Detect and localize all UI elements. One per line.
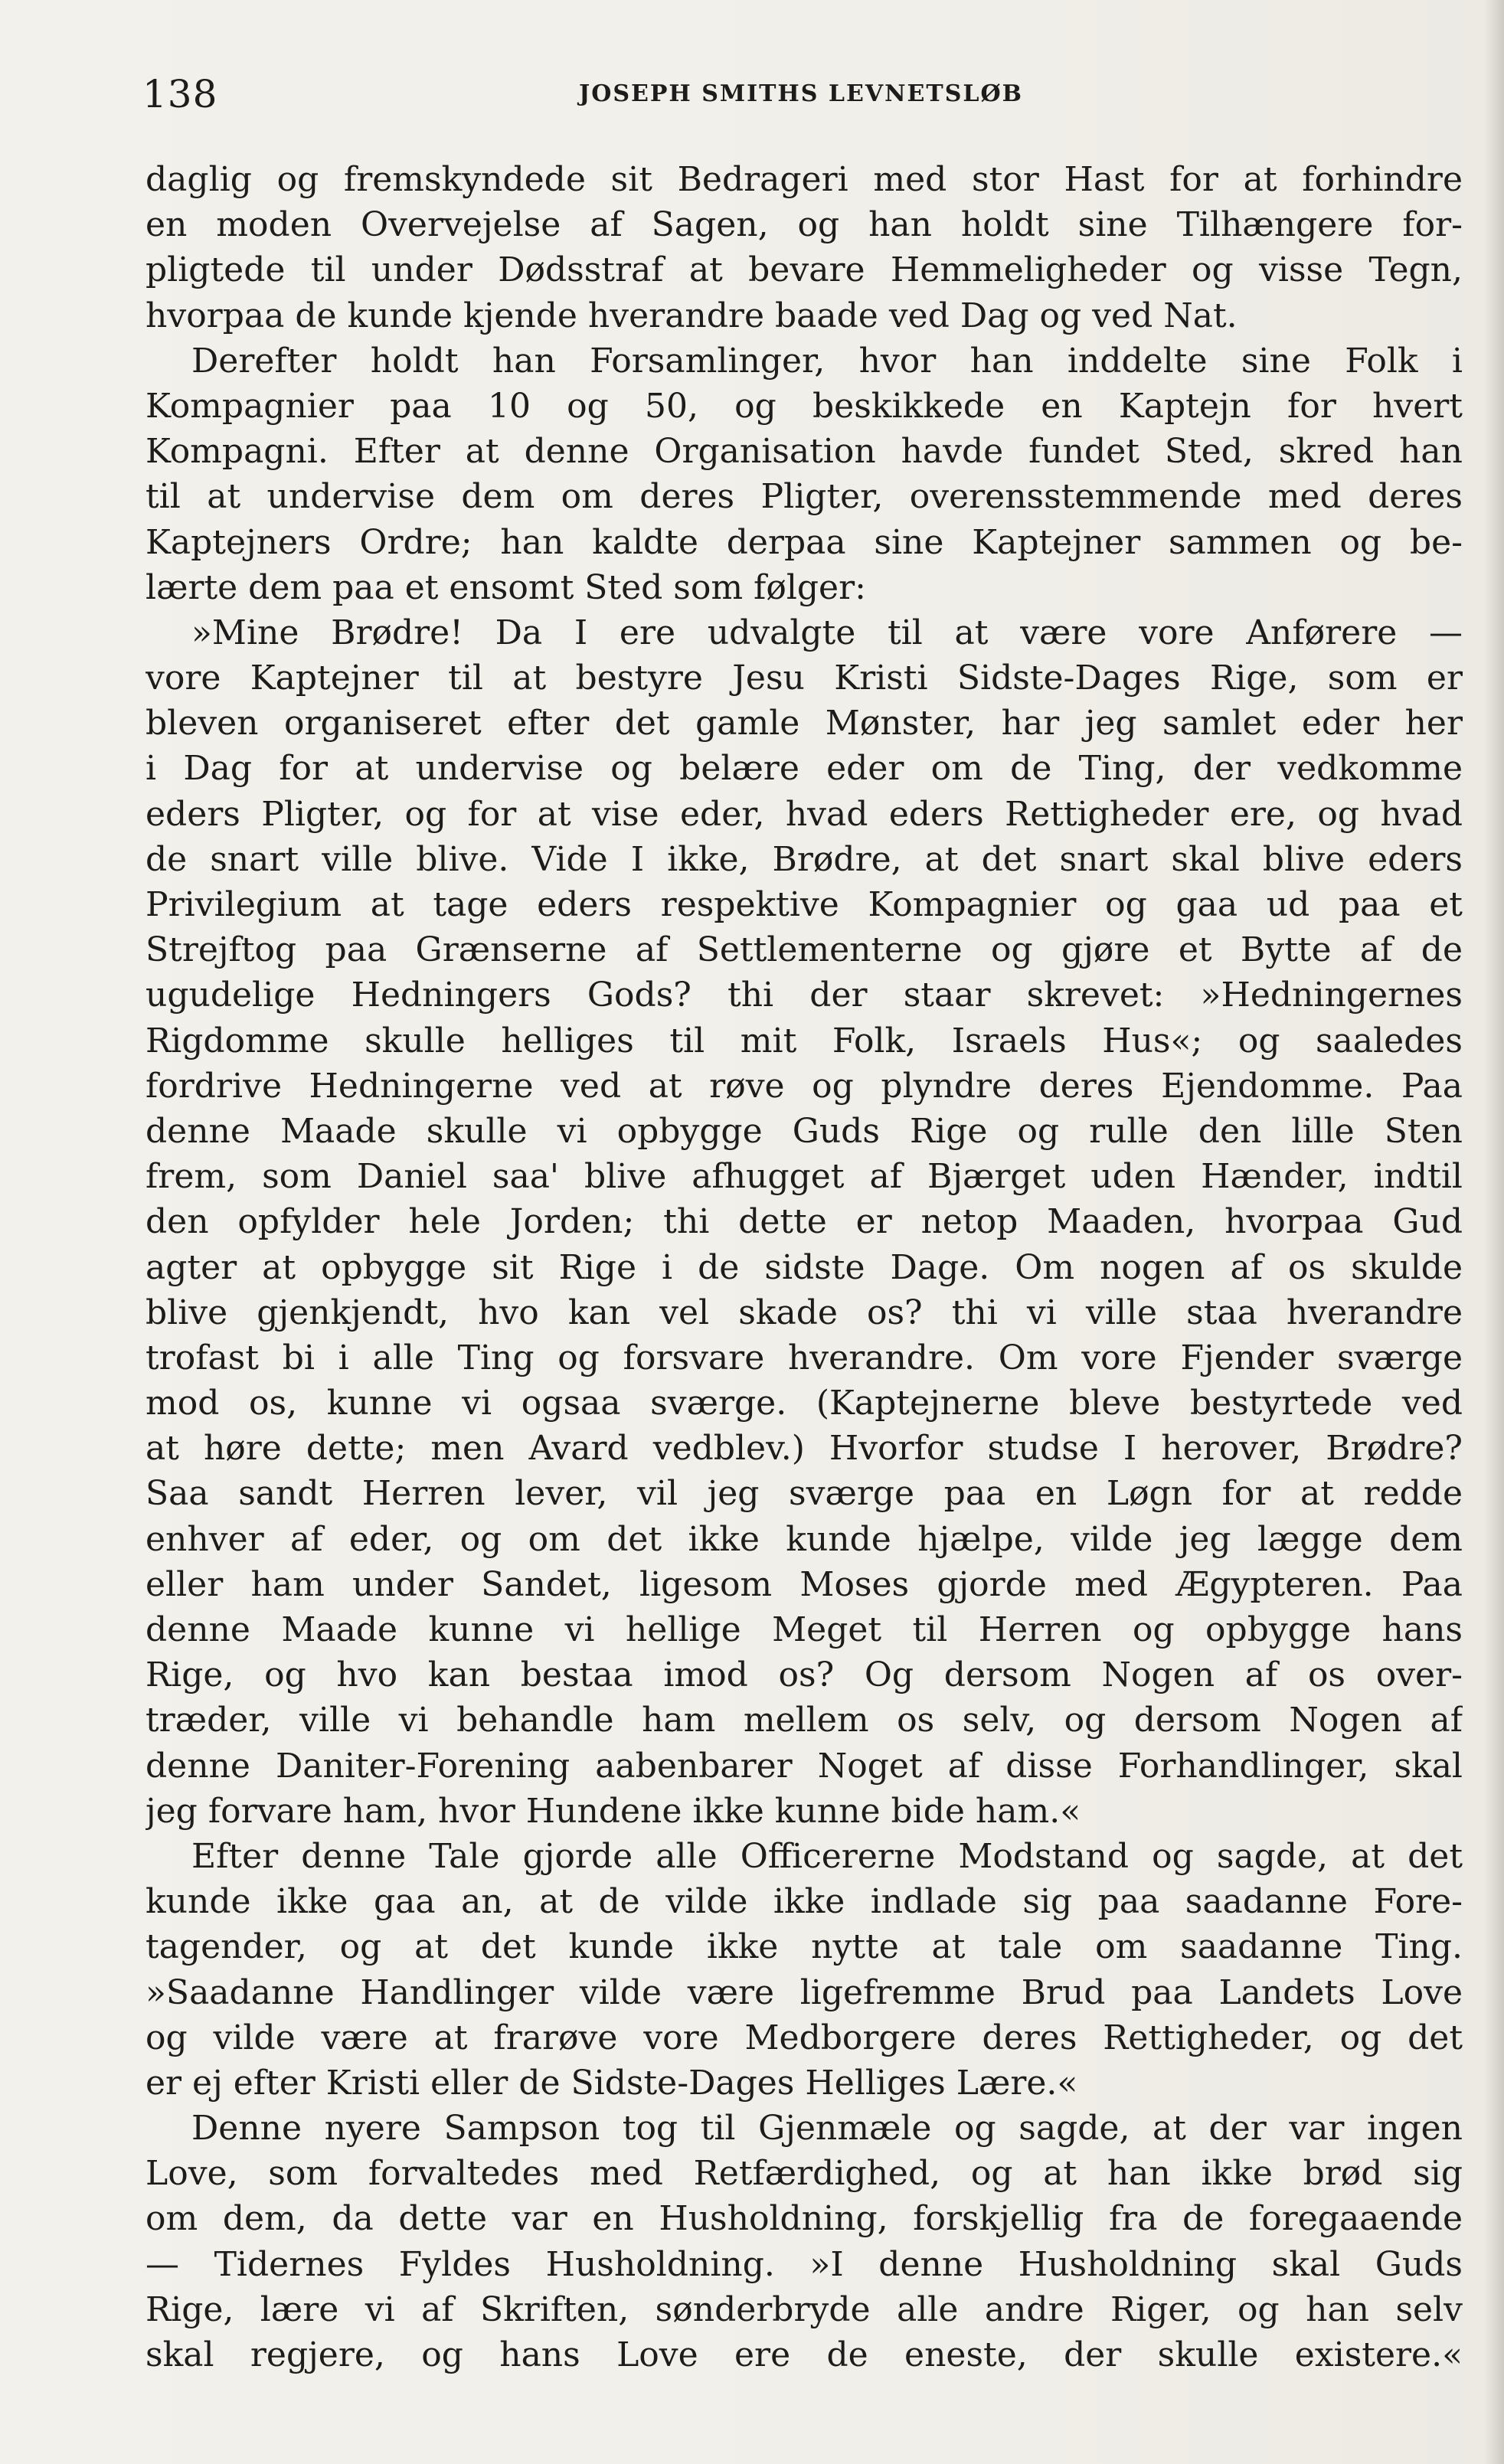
text-line: daglig og fremskyndede sit Bedrageri med stor Hast for at forhindre [145, 160, 1463, 199]
text-line: Efter denne Tale gjorde alle Officererne Modstand og sagde, at det [191, 1836, 1463, 1876]
text-line: eders Pligter, og for at vise eder, hvad eders Rettigheder ere, og hvad [145, 794, 1463, 834]
text-line: er ej efter Kristi eller de Sidste-Dages Helliges Lære.« [145, 2063, 1078, 2103]
running-head: JOSEPH SMITHS LEVNETSLØB [579, 80, 1023, 107]
text-line: denne Maade skulle vi opbygge Guds Rige og rulle den lille Sten [145, 1111, 1463, 1151]
text-line: om dem, da dette var en Husholdning, forskjellig fra de foregaaende [145, 2199, 1463, 2239]
text-line: lærte dem paa et ensomt Sted som følger: [145, 567, 866, 607]
text-line: denne Maade kunne vi hellige Meget til Herren og opbygge hans [145, 1610, 1463, 1649]
text-line: Rige, og hvo kan bestaa imod os? Og dersom Nogen af os over- [145, 1655, 1463, 1695]
page-number: 138 [142, 72, 218, 116]
text-line: enhver af eder, og om det ikke kunde hjælpe, vilde jeg lægge dem [145, 1519, 1463, 1559]
text-line: de snart ville blive. Vide I ikke, Brødre, at det snart skal blive eders [145, 839, 1463, 879]
text-line: til at undervise dem om deres Pligter, overensstemmende med deres [145, 477, 1463, 517]
text-line: træder, ville vi behandle ham mellem os selv, og dersom Nogen af [145, 1701, 1463, 1740]
text-line: en moden Overvejelse af Sagen, og han holdt sine Tilhængere for- [145, 205, 1463, 245]
text-line: trofast bi i alle Ting og forsvare hverandre. Om vore Fjender sværge [145, 1338, 1463, 1377]
text-line: og vilde være at frarøve vore Medborgere deres Rettigheder, og det [145, 2018, 1463, 2057]
text-line: Kaptejners Ordre; han kaldte derpaa sine Kaptejner sammen og be- [145, 522, 1463, 562]
text-line: Saa sandt Herren lever, vil jeg sværge paa en Løgn for at redde [145, 1474, 1463, 1514]
page-edge-shadow [1484, 0, 1504, 2464]
text-line: Derefter holdt han Forsamlinger, hvor han inddelte sine Folk i [191, 341, 1463, 381]
text-line: pligtede til under Dødsstraf at bevare Hemmeligheder og visse Tegn, [145, 250, 1463, 290]
text-line: fordrive Hedningerne ved at røve og plyndre deres Ejendomme. Paa [145, 1066, 1463, 1106]
text-line: vore Kaptejner til at bestyre Jesu Kristi Sidste-Dages Rige, som er [145, 658, 1463, 698]
text-line: den opfylder hele Jorden; thi dette er netop Maaden, hvorpaa Gud [145, 1202, 1463, 1242]
text-line: Strejftog paa Grænserne af Settlementerne og gjøre et Bytte af de [145, 930, 1463, 970]
body-text [145, 157, 1463, 2377]
text-line: ugudelige Hedningers Gods? thi der staar skrevet: »Hedningernes [145, 975, 1463, 1015]
text-line: jeg forvare ham, hvor Hundene ikke kunne bide ham.« [145, 1791, 1081, 1831]
text-line: Rigdomme skulle helliges til mit Folk, Israels Hus«; og saaledes [145, 1021, 1463, 1060]
text-line: denne Daniter-Forening aabenbarer Noget af disse Forhandlinger, skal [145, 1746, 1463, 1786]
text-line: bleven organiseret efter det gamle Mønster, har jeg samlet eder her [145, 704, 1463, 743]
text-line: blive gjenkjendt, hvo kan vel skade os? thi vi ville staa hverandre [145, 1292, 1463, 1332]
text-line: Denne nyere Sampson tog til Gjenmæle og sagde, at der var ingen [191, 2109, 1463, 2149]
text-line: Kompagni. Efter at denne Organisation havde fundet Sted, skred han [145, 432, 1463, 472]
page-header [142, 60, 1460, 129]
text-line: kunde ikke gaa an, at de vilde ikke indlade sig paa saadanne Fore- [145, 1882, 1463, 1922]
text-line: frem, som Daniel saa' blive afhugget af Bjærget uden Hænder, indtil [145, 1157, 1463, 1197]
text-line: skal regjere, og hans Love ere de eneste, der skulle existere.« [145, 2335, 1463, 2374]
text-line: Love, som forvaltedes med Retfærdighed, og at han ikke brød sig [145, 2154, 1463, 2194]
text-line: hvorpaa de kunde kjende hverandre baade ved Dag og ved Nat. [145, 296, 1238, 335]
text-line: agter at opbygge sit Rige i de sidste Dage. Om nogen af os skulde [145, 1247, 1463, 1287]
text-line: »Saadanne Handlinger vilde være ligefremme Brud paa Landets Love [145, 1972, 1463, 2012]
text-line: tagender, og at det kunde ikke nytte at tale om saadanne Ting. [145, 1927, 1463, 1967]
text-line: at høre dette; men Avard vedblev.) Hvorfor studse I herover, Brødre? [145, 1429, 1463, 1469]
text-line: i Dag for at undervise og belære eder om de Ting, der vedkomme [145, 749, 1463, 789]
text-line: Rige, lære vi af Skriften, sønderbryde alle andre Riger, og han selv [145, 2289, 1463, 2329]
text-line: — Tidernes Fyldes Husholdning. »I denne Husholdning skal Guds [145, 2244, 1463, 2284]
text-line: eller ham under Sandet, ligesom Moses gjorde med Ægypteren. Paa [145, 1564, 1463, 1604]
text-line: mod os, kunne vi ogsaa sværge. (Kaptejnerne bleve bestyrtede ved [145, 1384, 1463, 1423]
text-line: »Mine Brødre! Da I ere udvalgte til at være vore Anførere — [191, 613, 1463, 652]
text-line: Kompagnier paa 10 og 50, og beskikkede en Kaptejn for hvert [145, 386, 1463, 426]
text-line: Privilegium at tage eders respektive Kompagnier og gaa ud paa et [145, 885, 1463, 924]
